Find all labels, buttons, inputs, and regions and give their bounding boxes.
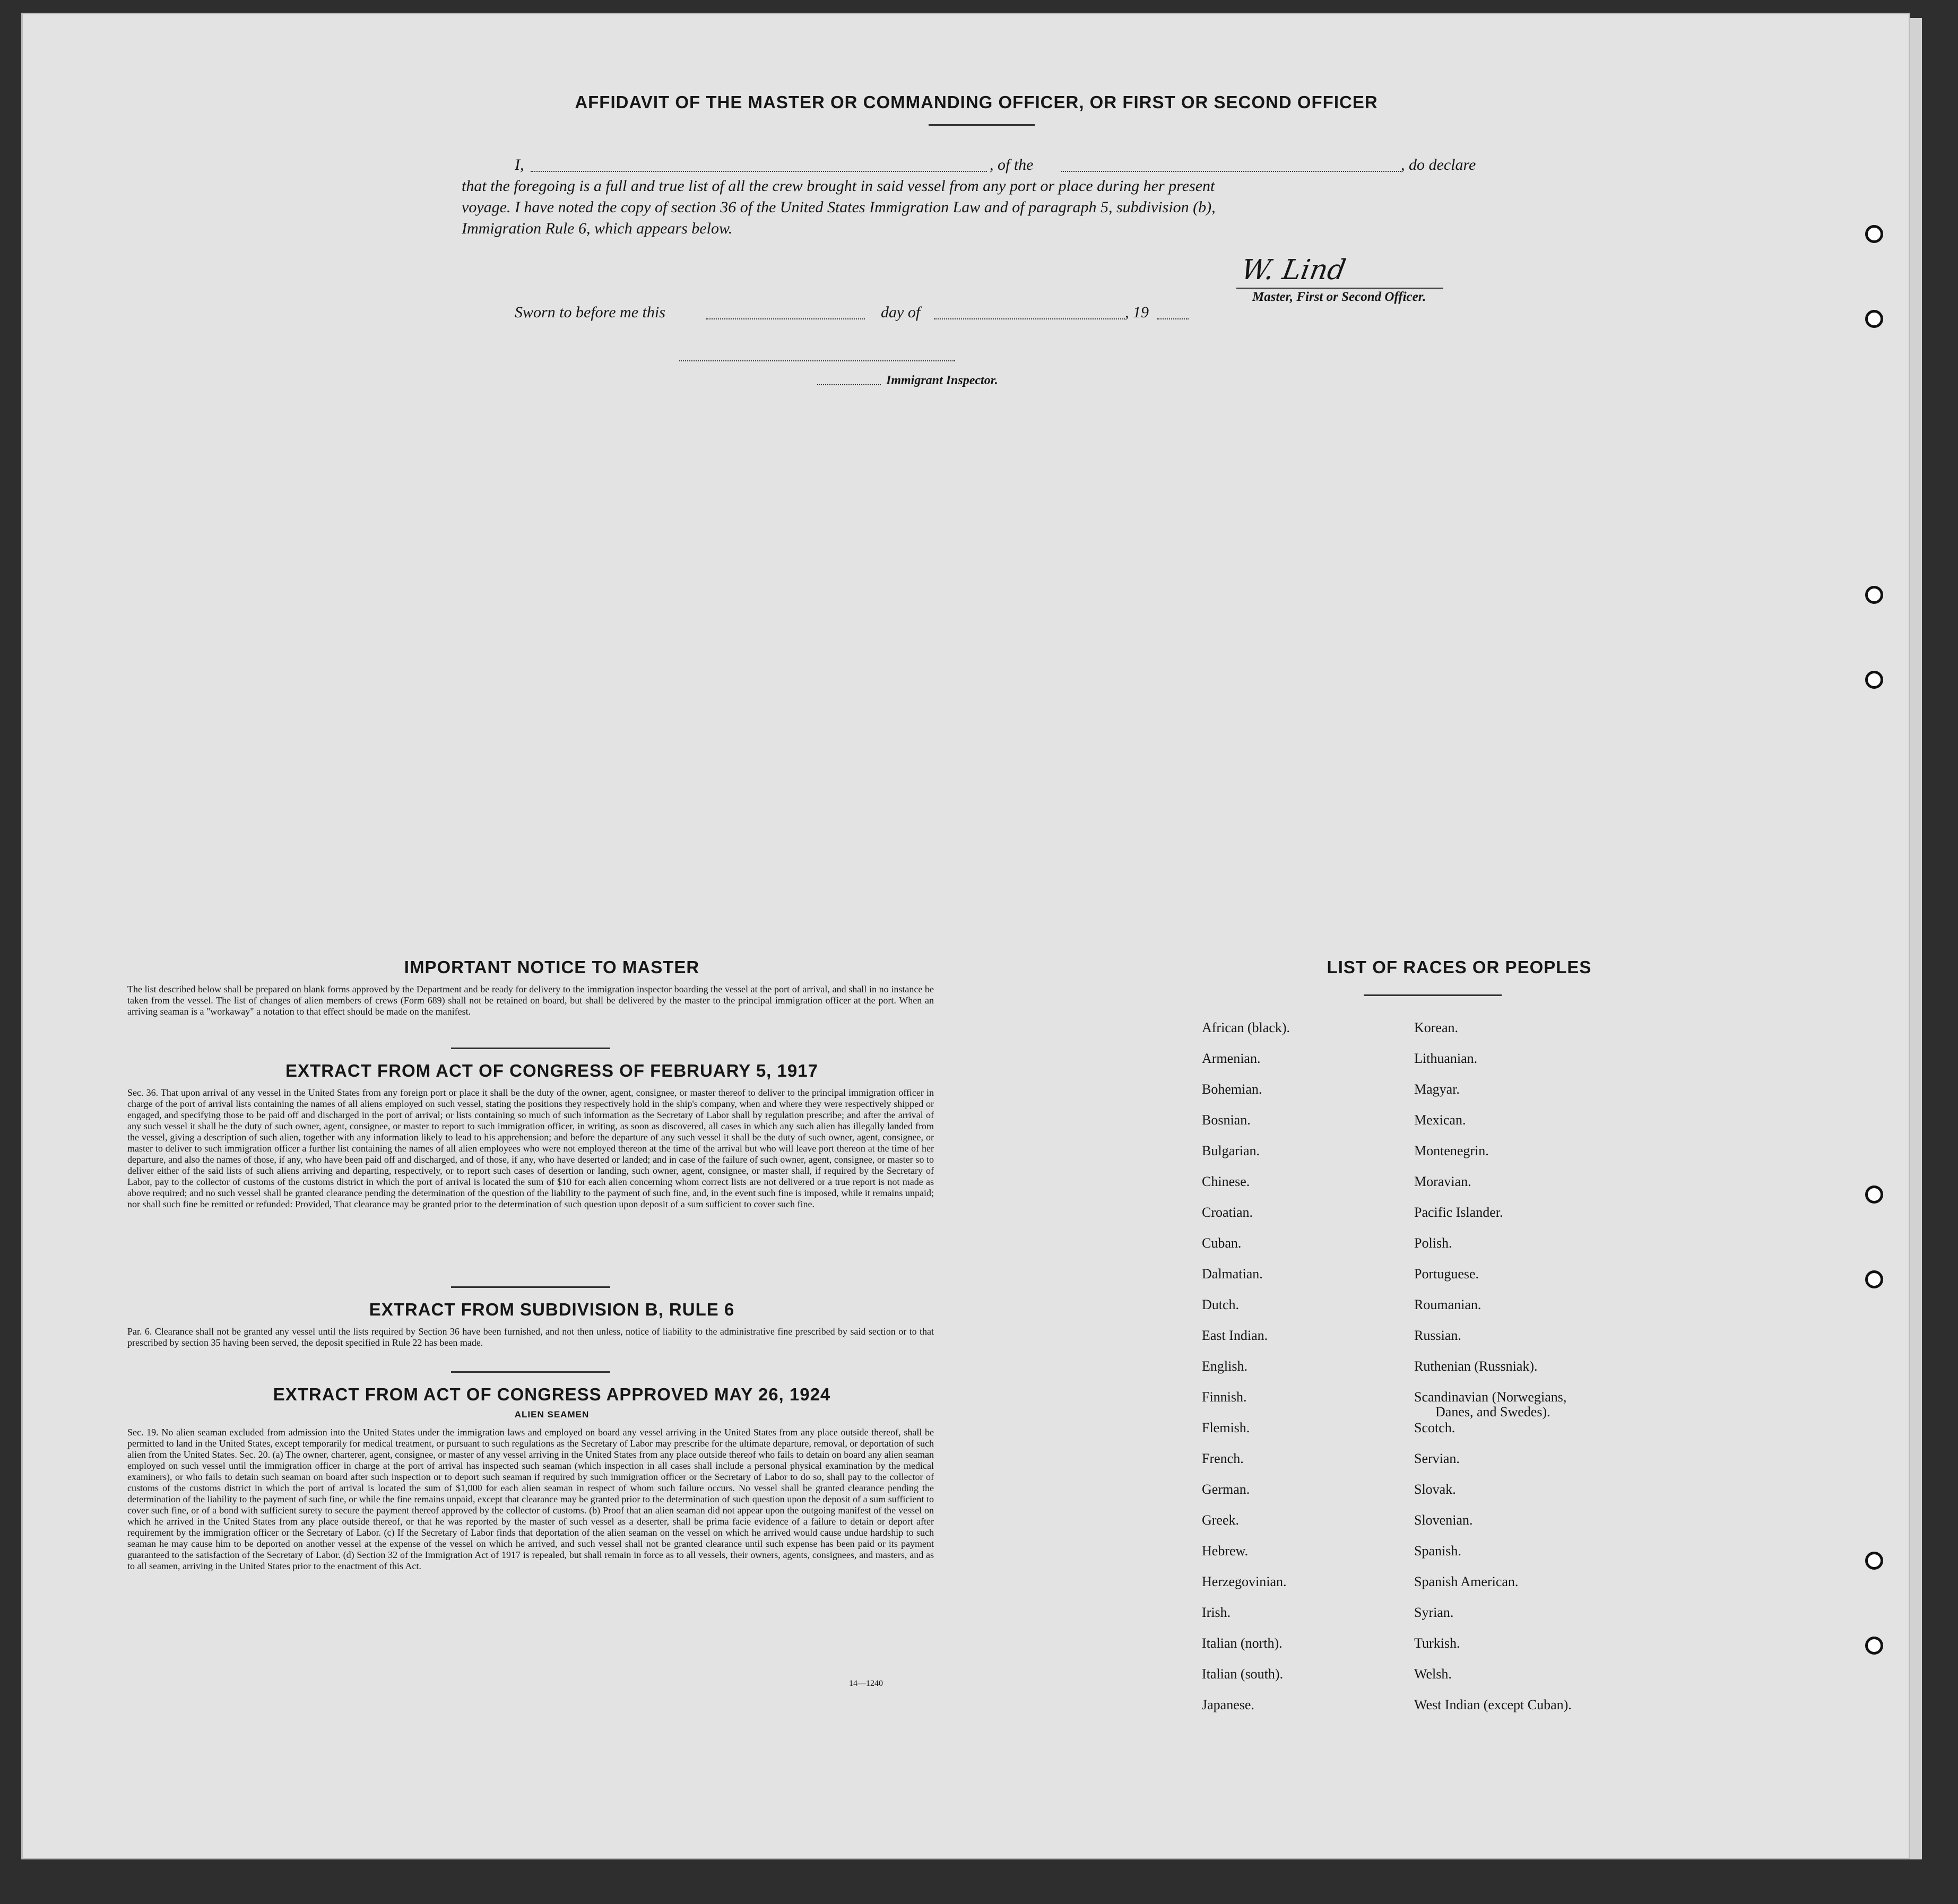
race-item: Armenian. — [1202, 1051, 1261, 1066]
race-item: Moravian. — [1414, 1174, 1471, 1189]
race-item: Ruthenian (Russniak). — [1414, 1358, 1538, 1374]
race-item: West Indian (except Cuban). — [1414, 1697, 1572, 1712]
notice-title: IMPORTANT NOTICE TO MASTER — [404, 957, 700, 977]
sworn-month-blank — [934, 318, 1125, 319]
races-title: LIST OF RACES OR PEOPLES — [1327, 957, 1592, 977]
affidavit-of-the-label: , of the — [990, 156, 1034, 174]
affidavit-declare-label: , do declare — [1401, 156, 1476, 174]
race-item: Herzegovinian. — [1202, 1574, 1287, 1589]
divider — [1364, 994, 1502, 996]
race-item: Spanish. — [1414, 1543, 1461, 1559]
extract-1917-text: Sec. 36. That upon arrival of any vessel in the United States from any foreign port or place it shall be the duty of the owner, agent, consignee, or master thereof to deliver to the principal immigration officer in charge of the port of arrival lists containing the names of all aliens employed on such vessel, stating the positions they respectively hold in the ship's company, when and where they were respectively shipped or engaged, and specifying those to be paid off and discharged in the port of arrival; or lists containing so much of such information as the Secretary of Labor shall by regulation prescribe; and after the arrival of any such vessel it shall be the duty of such owner, agent, consignee, or master to report to such immigration officer, in writing, as soon as discovered, all cases in which any such alien has illegally landed from the vessel, giving a description of such alien, together with any information likely to lead to his apprehension; and before the departure of any such vessel it shall be the duty of such owner, agent, consignee, or master to deliver to such immigration officer a further list containing the names of all alien employees who were not employed thereon at the time of the arrival but who will leave port thereon at the time of her departure, and also the names of those, if any, who have been paid off and discharged, and of those, if any, who have deserted or landed; and in case of the failure of such owner, agent, consignee, or master so to deliver either of the said lists of such aliens arriving and departing, respectively, or to report such cases of desertion or landing, such owner, agent, consignee, or master shall, if required by the Secretary of Labor, pay to the collector of customs of the customs district in which the port of arrival is located the sum of $10 for each alien concerning whom correct lists are not delivered or a true report is not made as above required; and no such vessel shall be granted clearance pending the determination of the question of the liability to the payment of such fine, and, in the event such fine is imposed, while it remains unpaid; nor shall such fine be remitted or refunded: Provided, That clearance may be granted prior to the determination of such question upon deposit of a sum sufficient to cover such fine. — [127, 1087, 934, 1209]
race-item: Hebrew. — [1202, 1543, 1249, 1559]
binder-hole — [1865, 1552, 1883, 1570]
signature: W. Lind — [1238, 254, 1348, 286]
binder-hole — [1865, 671, 1883, 689]
race-item: English. — [1202, 1358, 1247, 1374]
race-item: Bohemian. — [1202, 1081, 1262, 1097]
race-item: Dutch. — [1202, 1297, 1240, 1312]
race-item: Spanish American. — [1414, 1574, 1519, 1589]
race-item: Dalmatian. — [1202, 1266, 1263, 1282]
race-item: Mexican. — [1414, 1112, 1466, 1128]
race-item: Turkish. — [1414, 1635, 1460, 1651]
divider — [451, 1048, 610, 1049]
race-item: Syrian. — [1414, 1605, 1454, 1620]
race-item: Finnish. — [1202, 1389, 1247, 1405]
race-item: Pacific Islander. — [1414, 1205, 1503, 1220]
race-item: Montenegrin. — [1414, 1143, 1489, 1158]
extract-1924-title: EXTRACT FROM ACT OF CONGRESS APPROVED MAY 26, 1924 — [273, 1384, 831, 1404]
affidavit-body-line3: Immigration Rule 6, which appears below. — [462, 220, 733, 237]
race-item: Irish. — [1202, 1605, 1231, 1620]
sworn-label: Sworn to before me this — [515, 304, 665, 321]
race-item: East Indian. — [1202, 1328, 1268, 1343]
race-item: Polish. — [1414, 1235, 1452, 1251]
affidavit-i-label: I, — [515, 156, 524, 174]
document-page — [21, 13, 1910, 1859]
affidavit-body-line2: voyage. I have noted the copy of section 36 of the United States Immigration Law and of paragraph 5, subdivision (b), — [462, 198, 1216, 216]
signer-title: Master, First or Second Officer. — [1252, 290, 1426, 304]
race-item: German. — [1202, 1482, 1250, 1497]
race-item: Japanese. — [1202, 1697, 1254, 1712]
inspector-signature-blank — [679, 360, 955, 361]
inspector-title-blank — [817, 384, 881, 385]
notice-text: The list described below shall be prepared on blank forms approved by the Department and be ready for delivery to the immigration inspector boarding the vessel at the port of arrival, and shall in no instance be taken from the vessel. The list of changes of alien members of crews (Form 689) shall not be retained on board, but shall be delivered by the master to the principal immigration officer at the port. When an arriving seaman is a "workaway" a notation to that effect should be made on the manifest. — [127, 984, 934, 1017]
name-blank — [531, 171, 987, 172]
race-item: Chinese. — [1202, 1174, 1250, 1189]
sworn-year-blank — [1157, 318, 1189, 319]
race-item: Russian. — [1414, 1328, 1461, 1343]
race-item: Magyar. — [1414, 1081, 1460, 1097]
race-item: Slovenian. — [1414, 1512, 1473, 1528]
extract-1924-subtitle: ALIEN SEAMEN — [514, 1409, 590, 1420]
year-label: , 19 — [1125, 304, 1149, 321]
extract-1917-title: EXTRACT FROM ACT OF CONGRESS OF FEBRUARY 5, 1917 — [285, 1061, 818, 1080]
race-item: Servian. — [1414, 1451, 1460, 1466]
race-item: Italian (south). — [1202, 1666, 1284, 1682]
race-item: Bulgarian. — [1202, 1143, 1260, 1158]
binder-hole — [1865, 310, 1883, 328]
race-item: Greek. — [1202, 1512, 1240, 1528]
race-item: French. — [1202, 1451, 1244, 1466]
race-item: African (black). — [1202, 1020, 1290, 1035]
affidavit-title: AFFIDAVIT OF THE MASTER OR COMMANDING OFFICER, OR FIRST OR SECOND OFFICER — [575, 92, 1378, 112]
race-item: Scotch. — [1414, 1420, 1455, 1435]
signature-line — [1236, 288, 1443, 289]
race-item: Croatian. — [1202, 1205, 1253, 1220]
race-item: Slovak. — [1414, 1482, 1456, 1497]
race-item: Italian (north). — [1202, 1635, 1283, 1651]
race-item: Welsh. — [1414, 1666, 1452, 1682]
form-number: 14—1240 — [849, 1679, 883, 1688]
divider — [451, 1286, 610, 1288]
race-item: Portuguese. — [1414, 1266, 1479, 1282]
affidavit-body-line1: that the foregoing is a full and true list of all the crew brought in said vessel from any port or place during her present — [462, 177, 1215, 195]
race-item: Cuban. — [1202, 1235, 1242, 1251]
subdivision-b-text: Par. 6. Clearance shall not be granted any vessel until the lists required by Section 36 have been furnished, and not then unless, notice of liability to the administrative fine prescribed by said section or to that prescribed by section 35 having been served, the deposit specified in Rule 22 has been made. — [127, 1326, 934, 1348]
sworn-day-blank — [706, 318, 865, 319]
race-item: Bosnian. — [1202, 1112, 1251, 1128]
extract-1924-text: Sec. 19. No alien seaman excluded from admission into the United States under the immigration laws and employed on board any vessel arriving in the United States from any place outside thereof, shall be permitted to land in the United States, except temporarily for medical treatment, or pursuant to such regulations as the Secretary of Labor may prescribe for the ultimate departure, removal, or deportation of such alien from the United States. Sec. 20. (a) The owner, charterer, agent, consignee, or master of any vessel arriving in the United States from any place outside thereof who fails to detain on board any alien seaman employed on such vessel until the immigration officer in charge at the port of arrival has inspected such seaman (which inspection in all cases shall include a personal physical examination by the medical examiners), or who fails to detain such seaman on board after such inspection or to deport such seaman if required by such immigration officer or the Secretary of Labor to do so, shall pay to the collector of customs of the customs district in which the port of arrival is located the sum of $1,000 for each alien seaman in respect of whom such failure occurs. No vessel shall be granted clearance pending the determination of the liability to the payment of such fine, or while the fine remains unpaid, except that clearance may be granted prior to the determination of such question upon the deposit of a sum sufficient to cover such fine, or of a bond with sufficient surety to secure the payment thereof approved by the collector of customs. (b) Proof that an alien seaman did not appear upon the outgoing manifest of the vessel on which he arrived in the United States from any place outside thereof, or that he was reported by the master of such vessel as a deserter, shall be prima facie evidence of a failure to detain or deport after requirement by the immigration officer or the Secretary of Labor. (c) If the Secretary of Labor finds that deportation of the alien seaman on the vessel on which he arrived would cause undue hardship to such seaman he may cause him to be deported on another vessel at the expense of the vessel on which he arrived, and such vessel shall not be granted clearance until such expense has been paid or its payment guaranteed to the satisfaction of the Secretary of Labor. (d) Section 32 of the Immigration Act of 1917 is repealed, but shall remain in force as to all vessels, their owners, agents, consignees, and masters, and as to all seamen, arriving in the United States prior to the enactment of this Act. — [127, 1427, 934, 1571]
binder-hole — [1865, 1637, 1883, 1655]
race-item: Roumanian. — [1414, 1297, 1482, 1312]
inspector-label: Immigrant Inspector. — [886, 374, 998, 387]
race-item: Scandinavian (Norwegians, — [1414, 1389, 1567, 1405]
vessel-blank — [1061, 171, 1401, 172]
binder-hole — [1865, 586, 1883, 604]
race-item: Lithuanian. — [1414, 1051, 1478, 1066]
race-item: Danes, and Swedes). — [1435, 1404, 1550, 1420]
binder-hole — [1865, 1185, 1883, 1204]
subdivision-b-title: EXTRACT FROM SUBDIVISION B, RULE 6 — [369, 1300, 735, 1319]
race-item: Flemish. — [1202, 1420, 1250, 1435]
binder-hole — [1865, 225, 1883, 243]
divider — [929, 124, 1035, 126]
race-item: Korean. — [1414, 1020, 1459, 1035]
divider — [451, 1371, 610, 1373]
binder-hole — [1865, 1270, 1883, 1288]
day-of-label: day of — [881, 304, 921, 321]
